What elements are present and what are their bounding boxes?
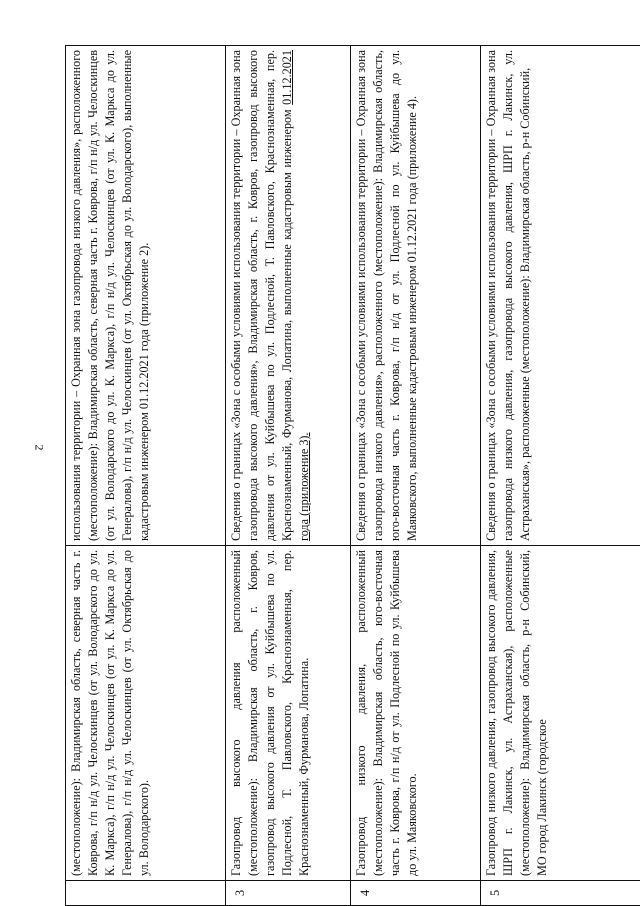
- description-text: Сведения о границах «Зона с особыми условиями использования территории – Охранная зона газопровода высокого давления», Владимирская область, г. Ковров, газопровод высокого давления от ул. Куйбышева по ул. Подлесной, Т. Павловского, Краснознаменная, пер. Краснознаменный, Фурманова, Лопатина, выполненные кадастровым инженером: [229, 50, 294, 541]
- document-table: [65, 45, 640, 906]
- object-cell: Газопровод высокого давления расположенный (местоположение): Владимирская область, г. Ковров, газопровод высокого давления от ул. Куйбышева по ул. Подлесной, Т. Павловского, Краснознаменная, пер. Краснознаменный, Фурманова, Лопатина.: [226, 546, 351, 881]
- object-cell: Газопровод низкого давления, газопровод высокого давления, ШРП г. Лакинск, ул. Астраханская), расположенные (местоположение): Владимирская область, р-н Собинский, МО город Лакинск (городское: [481, 546, 640, 881]
- row-number: 5: [481, 881, 640, 906]
- description-cell: [481, 46, 640, 546]
- row-number: [66, 881, 226, 906]
- table-row: [351, 46, 481, 906]
- description-text: использования территории – Охранная зона газопровода низкого давления», расположенного (местоположение): Владимирская область, северная часть г. Коврова, г/п н/д ул. Челоскинцев (от ул. Володарского до ул. К. Маркса), г/п н/д ул. Челоскинцев (от ул. К. Маркса до ул. Генералова), г/п н/д ул. Челоскинцев (от ул. Октябрьская до ул. Володарского), выполненные кадастровым инженером 01.12.2021 года (приложение 2).: [69, 50, 151, 541]
- description-cell: [66, 46, 226, 546]
- table-row: [226, 46, 351, 906]
- description-cell: [226, 46, 351, 546]
- description-text: Сведения о границах «Зона с особыми условиями использования территории – Охранная зона газопровода низкого давления», расположенного (местоположение): Владимирская область, юго-восточная часть г. Коврова, г/п н/д от ул. Подлесной по ул. Куйбышева до ул. Маяковского, выполненные кадастровым инженером 01.12.2021 года (приложение 4).: [354, 50, 419, 541]
- table-row: [481, 46, 640, 906]
- description-text: Сведения о границах «Зона с особыми условиями использования территории – Охранная зона газопровода низкого давления, газопровода высокого давления, ШРП г. Лакинск, ул. Астраханская», расположенные (местоположение): Владимирская область, р-н Собинский,: [484, 50, 532, 541]
- description-date-underlined: 01.12.2021 года (приложение 3).: [280, 50, 311, 541]
- object-cell: (местоположение): Владимирская область, северная часть г. Коврова, г/п н/д ул. Челоскинцев (от ул. Володарского до ул. К. Маркса), г/п н/д ул. Челоскинцев (от ул. К. Маркса до ул. Генералова), г/п н/д ул. Челоскинцев (от ул. Октябрьская до ул. Володарского).: [66, 546, 226, 881]
- rotated-table-container: [65, 46, 640, 906]
- object-cell: Газопровод низкого давления, расположенный (местоположение): Владимирская область, юго-восточная часть г. Коврова, г/п н/д от ул. Подлесной по ул. Куйбышева до ул. Маяковского.: [351, 546, 481, 881]
- description-cell: [351, 46, 481, 546]
- page-number: 2: [32, 445, 47, 451]
- row-number: 3: [226, 881, 351, 906]
- table-row: [66, 46, 226, 906]
- row-number: 4: [351, 881, 481, 906]
